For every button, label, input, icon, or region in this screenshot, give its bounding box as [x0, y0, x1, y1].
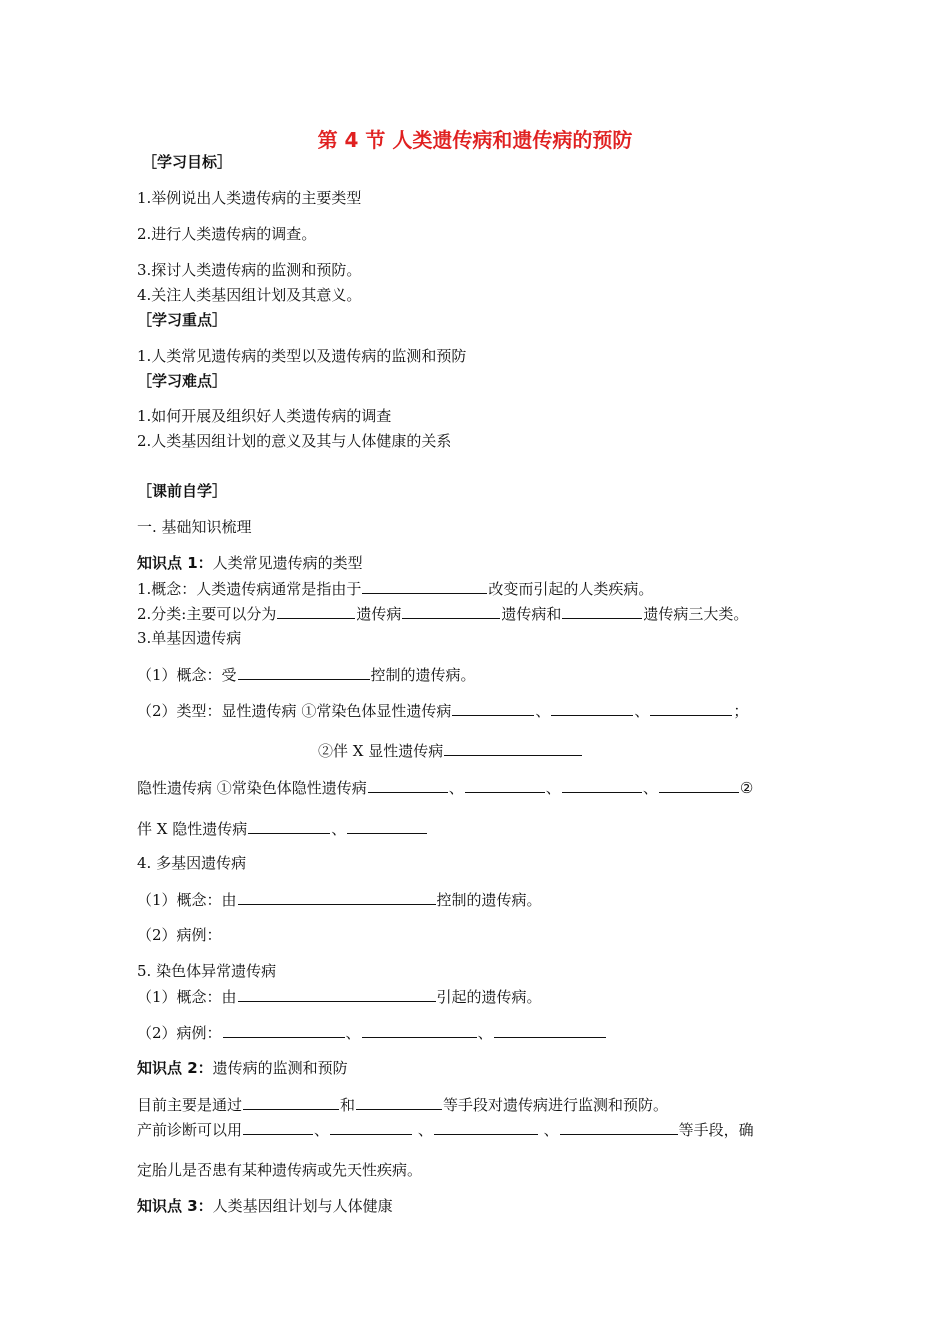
separator: 、 [543, 1121, 559, 1139]
fill-blank[interactable] [465, 777, 545, 793]
key-points-heading: ［学习重点］ [137, 311, 228, 329]
objectives-heading: ［学习目标］ [142, 153, 233, 171]
k1-ch-text: 引起的遗传病。 [436, 988, 542, 1006]
fill-blank[interactable] [223, 1022, 345, 1038]
k1-recessive-line [137, 777, 753, 798]
k2-text: 和 [340, 1096, 356, 1114]
fill-blank[interactable] [452, 700, 534, 716]
k1-concept-text: 1.概念：人类遗传病通常是指由于 [137, 580, 362, 598]
separator: 、 [642, 779, 658, 797]
objective-item: 2.进行人类遗传病的调查。 [137, 225, 317, 243]
fill-blank[interactable] [551, 700, 633, 716]
fill-blank[interactable] [243, 1094, 339, 1110]
k1-single-gene: 3.单基因遗传病 [137, 629, 242, 647]
fill-blank[interactable] [356, 1094, 442, 1110]
k3-label: 知识点 3： [137, 1197, 213, 1215]
k1-ch-example-line [137, 1022, 607, 1043]
fill-blank[interactable] [238, 664, 370, 680]
k2-line3: 定胎儿是否患有某种遗传病或先天性疾病。 [137, 1161, 423, 1179]
k2-text: 目前主要是通过 [137, 1096, 243, 1114]
separator: 、 [448, 779, 464, 797]
separator: 、 [417, 1121, 433, 1139]
k1-ch-example-text: （2）病例： [137, 1024, 222, 1042]
fill-blank[interactable] [650, 700, 732, 716]
difficulty-item: 2.人类基因组计划的意义及其与人体健康的关系 [137, 432, 452, 450]
k2-text: 等手段对遗传病进行监测和预防。 [443, 1096, 669, 1114]
k1-x-recessive-text: 伴 X 隐性遗传病 [137, 820, 248, 838]
k1-sg-type-line [137, 700, 748, 721]
k1-ch-concept-line [137, 986, 542, 1007]
k1-title: 人类常见遗传病的类型 [212, 554, 363, 572]
k1-x-dominant-text: ②伴 X 显性遗传病 [318, 742, 444, 760]
difficulty-item: 1.如何开展及组织好人类遗传病的调查 [137, 407, 392, 425]
fill-blank[interactable] [248, 818, 330, 834]
fill-blank[interactable] [560, 1119, 678, 1135]
separator: 、 [477, 1024, 493, 1042]
k1-circle-two: ② [739, 779, 754, 797]
separator: 、 [634, 702, 650, 720]
k2-text: 产前诊断可以用 [137, 1121, 243, 1139]
separator: 、 [345, 1024, 361, 1042]
k2-title: 遗传病的监测和预防 [212, 1059, 348, 1077]
k2-line2 [137, 1119, 754, 1140]
fill-blank[interactable] [330, 1119, 412, 1135]
k1-mg-example: （2）病例： [137, 926, 222, 944]
separator: 、 [545, 779, 561, 797]
k1-class-text: 遗传病 [356, 605, 402, 623]
k2-line1 [137, 1094, 668, 1115]
k1-heading [137, 553, 363, 573]
k1-class-text: 遗传病和 [501, 605, 562, 623]
fill-blank[interactable] [362, 578, 487, 594]
fill-blank[interactable] [659, 777, 739, 793]
objective-item: 3.探讨人类遗传病的监测和预防。 [137, 261, 362, 279]
objective-item: 1.举例说出人类遗传病的主要类型 [137, 189, 362, 207]
fill-blank[interactable] [277, 603, 355, 619]
fill-blank[interactable] [434, 1119, 538, 1135]
k3-heading [137, 1196, 393, 1216]
k1-sg-text: （1）概念：受 [137, 666, 237, 684]
k1-class-text: 2.分类:主要可以分为 [137, 605, 277, 623]
fill-blank[interactable] [243, 1119, 313, 1135]
k3-title: 人类基因组计划与人体健康 [212, 1197, 393, 1215]
fill-blank[interactable] [362, 1022, 477, 1038]
fill-blank[interactable] [562, 777, 642, 793]
separator: ； [733, 702, 749, 720]
fill-blank[interactable] [347, 818, 427, 834]
fill-blank[interactable] [562, 603, 642, 619]
preview-heading: ［课前自学］ [137, 482, 228, 500]
fill-blank[interactable] [444, 740, 582, 756]
separator: 、 [314, 1121, 330, 1139]
fill-blank[interactable] [402, 603, 500, 619]
k1-sg-type-text: （2）类型：显性遗传病 ①常染色体显性遗传病 [137, 702, 452, 720]
k1-mg-concept-line [137, 889, 542, 910]
fill-blank[interactable] [494, 1022, 606, 1038]
k2-label: 知识点 2： [137, 1059, 213, 1077]
separator: 、 [535, 702, 551, 720]
page-title: 第 4 节 人类遗传病和遗传病的预防 [317, 128, 633, 152]
k1-sg-concept-line [137, 664, 476, 685]
fill-blank[interactable] [238, 889, 436, 905]
objective-item: 4.关注人类基因组计划及其意义。 [137, 286, 362, 304]
difficulties-heading: ［学习难点］ [137, 372, 228, 390]
k1-sg-text: 控制的遗传病。 [370, 666, 476, 684]
k1-recessive-text: 隐性遗传病 ①常染色体隐性遗传病 [137, 779, 367, 797]
k1-mg-text: 控制的遗传病。 [436, 891, 542, 909]
key-point-item: 1.人类常见遗传病的类型以及遗传病的监测和预防 [137, 347, 467, 365]
separator: 、 [331, 820, 347, 838]
k1-ch-text: （1）概念：由 [137, 988, 237, 1006]
k2-heading [137, 1058, 348, 1078]
k1-x-recessive-line [137, 818, 428, 839]
k1-multi-gene: 4. 多基因遗传病 [137, 854, 247, 872]
section-one-heading: 一. 基础知识梳理 [137, 518, 252, 536]
k1-class-line [137, 603, 748, 624]
fill-blank[interactable] [368, 777, 448, 793]
k1-chrom: 5. 染色体异常遗传病 [137, 962, 277, 980]
fill-blank[interactable] [238, 986, 436, 1002]
k1-concept-text-end: 改变而引起的人类疾病。 [488, 580, 654, 598]
k1-mg-text: （1）概念：由 [137, 891, 237, 909]
k2-text: 等手段，确 [678, 1121, 754, 1139]
k1-concept-line [137, 578, 653, 599]
k1-x-dominant-line [318, 740, 583, 761]
k1-class-text: 遗传病三大类。 [643, 605, 749, 623]
k1-label: 知识点 1： [137, 554, 213, 572]
